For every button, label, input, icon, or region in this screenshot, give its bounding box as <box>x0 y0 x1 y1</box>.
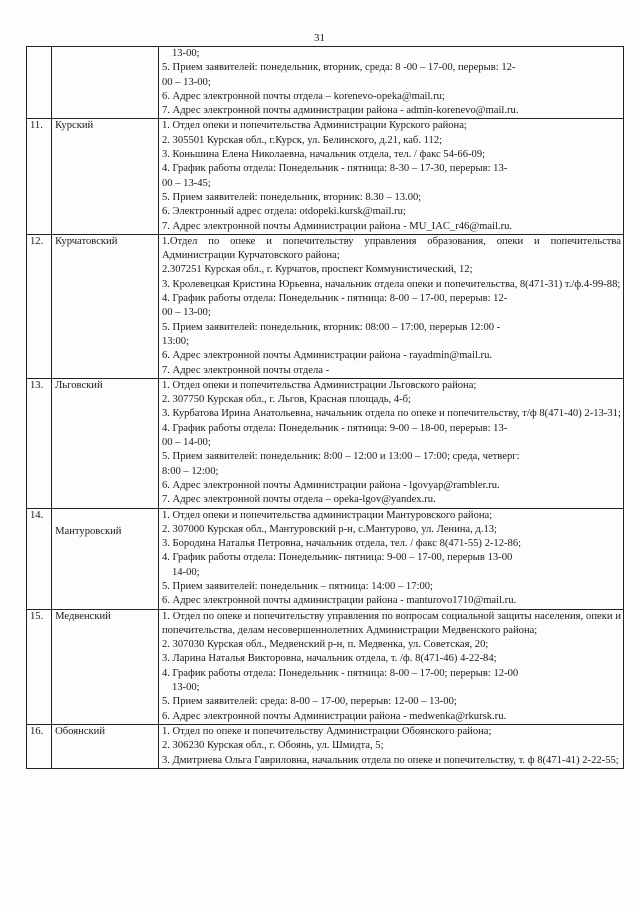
info-line: 8:00 – 12:00; <box>161 465 219 477</box>
district-name: Мантуровский <box>52 508 159 609</box>
info-line: 13-00; <box>171 48 200 59</box>
info-line: 5. Прием заявителей: понедельник, вторник: 08:00 – 17:00, перерыв 12:00 - <box>161 321 501 333</box>
info-line: 5. Прием заявителей: понедельник – пятница: 14:00 – 17:00; <box>161 580 433 592</box>
row-number: 13. <box>27 378 52 508</box>
info-line: 00 – 13-45; <box>161 177 211 189</box>
table-row <box>27 609 624 724</box>
info-line: 1. Отдел опеки и попечительства Администрации Курского района; <box>161 120 467 132</box>
row-number: 15. <box>27 609 52 724</box>
info-line: 13-00; <box>171 682 200 694</box>
table-row <box>27 508 624 609</box>
contact-info-cell <box>158 724 623 768</box>
contact-info-cell <box>158 234 623 378</box>
info-line: 6. Электронный адрес отдела: otdopeki.kursk@mail.ru; <box>161 206 406 218</box>
info-line: 6. Адрес электронной почты Администрации района - lgovyap@rambler.ru. <box>161 479 500 491</box>
info-line: 00 – 13-00; <box>161 307 211 319</box>
district-name: Курчатовский <box>52 234 159 378</box>
contact-info-cell <box>158 609 623 724</box>
info-line: 5. Прием заявителей: понедельник: 8:00 – 12:00 и 13:00 – 17:00; среда, четверг: <box>161 451 520 463</box>
page-number: 31 <box>314 32 325 44</box>
info-line: 00 – 13-00; <box>161 76 211 88</box>
table-row <box>27 378 624 508</box>
info-line: 1.Отдел по опеке и попечительству управления образования, опеки и попечительства Администрации Курчатовского района; <box>161 235 621 262</box>
district-name: Льговский <box>52 378 159 508</box>
info-line: 3. Дмитриева Ольга Гавриловна, начальник отдела по опеке и попечительству, т. ф 8(471-41) 2-22-55; <box>161 754 619 766</box>
info-line: 1. Отдел опеки и попечительства Администрации Льговского района; <box>161 379 477 391</box>
info-line: 4. График работы отдела: Понедельник - пятница: 8-00 – 17-00; перерыв: 12-00 <box>161 667 519 679</box>
info-line: 1. Отдел по опеке и попечительству Администрации Обоянского района; <box>161 725 492 737</box>
info-line: 6. Адрес электронной почты Администрации района - medwenka@rkursk.ru. <box>161 710 507 722</box>
district-name: Обоянский <box>52 724 159 768</box>
info-line: 2. 307000 Курская обл., Мантуровский р-н, с.Мантурово, ул. Ленина, д.13; <box>161 523 497 535</box>
info-line: 7. Адрес электронной почты Администрации района - MU_IAC_r46@mail.ru. <box>161 220 513 232</box>
info-line: 4. График работы отдела: Понедельник - пятница: 9-00 – 18-00, перерыв: 13- <box>161 422 508 434</box>
info-line: 6. Адрес электронной почты Администрации района - rayadmin@mail.ru. <box>161 350 493 362</box>
info-line: 4. График работы отдела: Понедельник - пятница: 8-00 – 17-00, перерыв: 12- <box>161 293 508 305</box>
table-row <box>27 234 624 378</box>
table-row <box>27 119 624 234</box>
info-line: 3. Курбатова Ирина Анатольевна, начальник отдела по опеке и попечительству, т/ф 8(471-40) 2-13-31; <box>161 408 621 420</box>
info-line: 1. Отдел по опеке и попечительству управления по вопросам социальной защиты населения, опеки и попечительства, делам несовершеннолетних Администрации Медвенского района; <box>161 610 621 636</box>
info-line: 6. Адрес электронной почты отдела – korenevo-opeka@mail.ru; <box>161 90 445 102</box>
info-line: 1. Отдел опеки и попечительства администрации Мантуровского района; <box>161 509 493 521</box>
contact-info-cell <box>158 47 623 119</box>
row-number: 16. <box>27 724 52 768</box>
info-line: 7. Адрес электронной почты отдела – opeka-lgov@yandex.ru. <box>161 494 436 506</box>
contact-info-cell <box>158 508 623 609</box>
info-line: 00 – 14-00; <box>161 437 211 449</box>
table-row <box>27 724 624 768</box>
row-number: 12. <box>27 234 52 378</box>
row-number: 11. <box>27 119 52 234</box>
info-line: 7. Адрес электронной почты администрации района - admin-korenevo@mail.ru. <box>161 105 519 117</box>
info-line: 3. Ларина Наталья Викторовна, начальник отдела, т. /ф. 8(471-46) 4-22-84; <box>161 653 497 665</box>
info-line: 3. Кролевецкая Кристина Юрьевна, начальник отдела опеки и попечительства, 8(471-31) т./ф.4-99-88; <box>161 278 621 290</box>
info-line: 3. Бородина Наталья Петровна, начальник отдела, тел. / факс 8(471-55) 2-12-86; <box>161 538 522 550</box>
info-line: 2.307251 Курская обл., г. Курчатов, проспект Коммунистический, 12; <box>161 264 473 276</box>
info-line: 4. График работы отдела: Понедельник- пятница: 9-00 – 17-00, перерыв 13-00 <box>161 552 513 564</box>
info-line: 5. Прием заявителей: среда: 8-00 – 17-00, перерыв: 12-00 – 13-00; <box>161 696 457 708</box>
info-line: 3. Коньшина Елена Николаевна, начальник отдела, тел. / факс 54-66-09; <box>161 149 486 161</box>
info-line: 6. Адрес электронной почты администрации района - manturovo1710@mail.ru. <box>161 595 517 607</box>
info-line: 5. Прием заявителей: понедельник, вторник: 8.30 – 13.00; <box>161 191 422 203</box>
row-number: 14. <box>27 508 52 609</box>
district-name: Курский <box>52 119 159 234</box>
info-line: 7. Адрес электронной почты отдела - <box>161 364 330 376</box>
info-line: 2. 305501 Курская обл., г.Курск, ул. Белинского, д.21, каб. 112; <box>161 134 443 146</box>
contact-info-cell <box>158 378 623 508</box>
district-name: Медвенский <box>52 609 159 724</box>
table-row <box>27 47 624 119</box>
guardianship-registry-table <box>26 46 624 769</box>
info-line: 4. График работы отдела: Понедельник - пятница: 8-30 – 17-30, перерыв: 13- <box>161 163 508 175</box>
info-line: 5. Прием заявителей: понедельник, вторник, среда: 8 -00 – 17-00, перерыв: 12- <box>161 62 516 74</box>
contact-info-cell <box>158 119 623 234</box>
info-line: 2. 307030 Курская обл., Медвенский р-н, п. Медвенка, ул. Советская, 20; <box>161 639 489 651</box>
info-line: 14-00; <box>171 566 200 578</box>
row-number <box>27 47 52 119</box>
district-name <box>52 47 159 119</box>
info-line: 2. 307750 Курская обл., г. Льгов, Красная площадь, 4-б; <box>161 394 411 406</box>
info-line: 2. 306230 Курская обл., г. Обоянь, ул. Шмидта, 5; <box>161 740 384 752</box>
info-line: 13:00; <box>161 335 190 347</box>
